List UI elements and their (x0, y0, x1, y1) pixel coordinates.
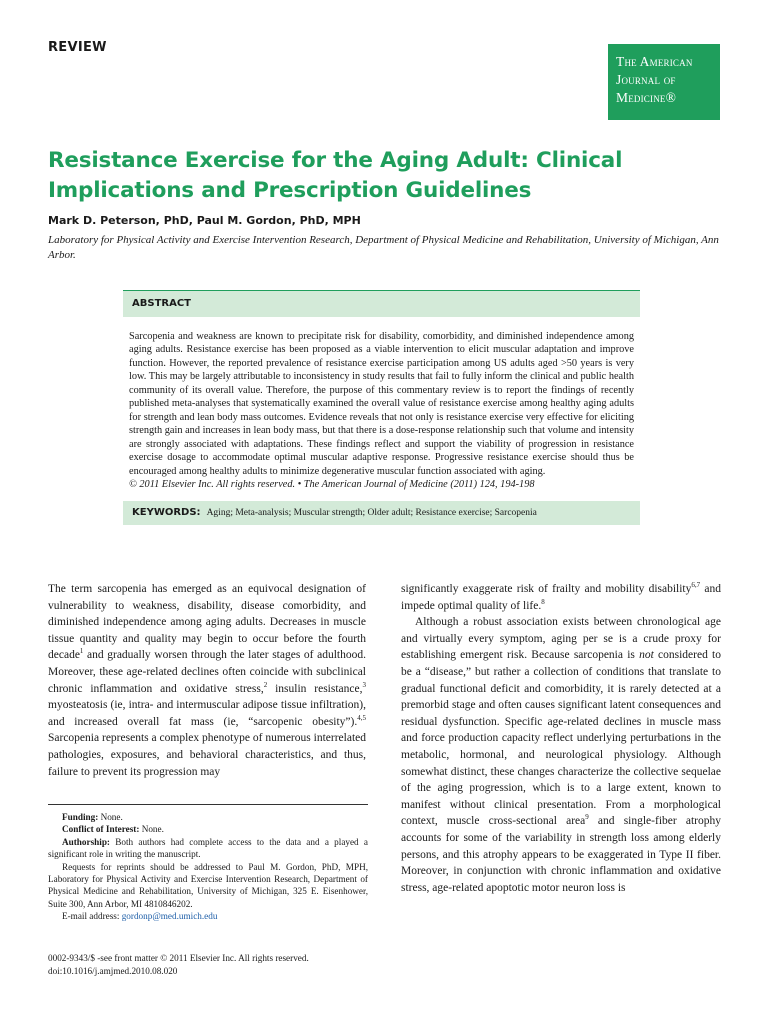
footnote-email (48, 910, 368, 922)
text-run: significantly exaggerate risk of frailty and mobility disability (401, 583, 692, 595)
text-run: and gradually worsen through the later stages of adulthood. Moreover, these age-related declines often coincide with subclinical chronic inflammation and oxidative stress, (48, 649, 366, 695)
text-run: The term sarcopenia has emerged as an equivocal designation of vulnerability to weakness, disability, disease comorbidity, and diminished independence among aging adults. Decreases in muscle tissue quantity and quality may begin to occur before the fourth decade (48, 583, 366, 662)
journal-logo (608, 44, 720, 120)
reference-9-link[interactable]: 9 (585, 813, 589, 822)
journal-logo-line1: The American (616, 54, 693, 69)
footnote-label: Conflict of Interest: (62, 824, 140, 835)
keywords-text: Aging; Meta-analysis; Muscular strength; Older adult; Resistance exercise; Sarcopenia (206, 508, 537, 519)
email-link[interactable]: gordonp@med.umich.edu (121, 911, 218, 922)
affiliation: Laboratory for Physical Activity and Exercise Intervention Research, Department of Physical Medicine and Rehabilitation, University of Michigan, Ann Arbor. (48, 234, 719, 261)
article-title: Resistance Exercise for the Aging Adult: Clinical Implications and Prescription Guidelines (48, 148, 623, 203)
left-column (48, 581, 366, 780)
footnote-requests: Requests for reprints should be addressed to Paul M. Gordon, PhD, MPH, Laboratory for Physical Activity and Exercise Intervention Research, Department of Physical Medicine and Rehabilitation, University of Michigan, 325 E. Eisenhower, Suite 300, Ann Arbor, MI 4810846202. (48, 861, 368, 909)
right-paragraph-2 (401, 614, 721, 896)
footnote-label: Authorship: (62, 836, 110, 847)
keywords-bar (123, 501, 640, 525)
text-run: and single-fiber atrophy accounts for some of the variability in strength loss among elderly persons, and this atrophy appears to be exaggerated in Type II fiber. Moreover, in conjunction with chronic inflammation and oxidative stress, age-related apoptotic motor neuron loss is (401, 815, 721, 894)
reference-1-link[interactable]: 1 (79, 647, 84, 656)
section-label: REVIEW (48, 40, 107, 55)
footnote-authorship (48, 836, 368, 861)
footnote-conflict (48, 823, 368, 835)
reference-4-5-link[interactable]: 4,5 (357, 713, 366, 722)
footnote-text: None. (98, 812, 123, 822)
text-run: myosteatosis (ie, intra- and intermuscular adipose tissue infiltration), and increased overall fat mass (ie, “sarcopenic obesity”). (48, 699, 366, 728)
right-paragraph-1 (401, 581, 721, 614)
footnote-funding (48, 811, 368, 823)
text-run: considered to be a “disease,” but rather a collection of conditions that translate to gradual functional deficit and comorbidity, it is rarely detected at a premorbid stage and often causes significant latent consequences and residual dysfunction. Specific age-related declines in muscle mass and force production capacity reflect underlying perturbations in the metabolic, hormonal, and neurological physiology. Although somewhat distinct, these changes characterize the collective sequelae of the aging progression, which is to a large extent, known to manifest without clinical presentation. From a morphological context, muscle cross-sectional area (401, 649, 721, 828)
reference-3-link[interactable]: 3 (362, 680, 366, 689)
footnote-label: Funding: (62, 812, 99, 822)
footnote-divider (48, 804, 368, 805)
keywords-label: KEYWORDS: (132, 507, 201, 519)
reference-2-link[interactable]: 2 (263, 680, 268, 689)
front-matter-line1: 0002-9343/$ -see front matter © 2011 Elsevier Inc. All rights reserved. (48, 953, 309, 963)
abstract-box (123, 290, 640, 525)
text-run: and impede optimal quality of life. (401, 583, 721, 612)
text-run: Although a robust association exists between chronological age and virtually every symptom, aging per se is a crude proxy for establishing emergent risk. Because sarcopenia is (401, 616, 721, 662)
abstract-text: Sarcopenia and weakness are known to precipitate risk for disability, comorbidity, and diminished independence among aging adults. Resistance exercise has been proposed as a viable intervention to elicit muscular adaptation and improve function. However, the reported prevalence of resistance exercise participation among US adults aged >50 years is very low. This may be largely attributable to inconsistency in study results that fail to fully inform the clinical and public health community of its overall value. Therefore, the purpose of this commentary review is to report the findings of recently published meta-analyses that systematically examined the overall value of resistance exercise among healthy aging adults for strength and lean body mass outcomes. Evidence reveals that not only is resistance exercise very effective for eliciting strength gain and increases in lean body mass, but that there is a dose-response relationship such that volume and intensity are strongly associated with adaptations. These findings reflect and support the viability of progression in resistance exercise dosage to accommodate optimal muscular adaptive response. Progressive resistance exercise should thus be encouraged among healthy adults to minimize degenerative muscular function associated with aging. (129, 331, 634, 477)
abstract-header: ABSTRACT (123, 291, 640, 317)
text-run: insulin resistance, (267, 682, 363, 695)
abstract-copyright: © 2011 Elsevier Inc. All rights reserved. • The American Journal of Medicine (2011) 124, 194-198 (129, 478, 535, 490)
text-run: Sarcopenia represents a complex phenotype of numerous interrelated pathologies, exposures, and behavioral characteristics, and thus, failure to prevent its progression may (48, 732, 366, 778)
footnotes (48, 811, 368, 923)
reference-6-7-link[interactable]: 6,7 (691, 581, 701, 590)
footnote-text: None. (139, 824, 164, 835)
journal-logo-line3: Medicine® (616, 90, 677, 105)
left-paragraph-1 (48, 581, 366, 780)
authors: Mark D. Peterson, PhD, Paul M. Gordon, PhD, MPH (48, 214, 361, 227)
reference-8-link[interactable]: 8 (541, 597, 545, 606)
emphasis-not: not (639, 649, 654, 662)
right-column (401, 581, 721, 896)
front-matter (48, 952, 309, 978)
footnote-text: Both authors had complete access to the data and a played a significant role in writing the manuscript. (48, 836, 368, 860)
journal-logo-line2: Journal of (616, 72, 676, 87)
doi[interactable]: doi:10.1016/j.amjmed.2010.08.020 (48, 966, 178, 976)
email-label: E-mail address: (62, 911, 122, 922)
